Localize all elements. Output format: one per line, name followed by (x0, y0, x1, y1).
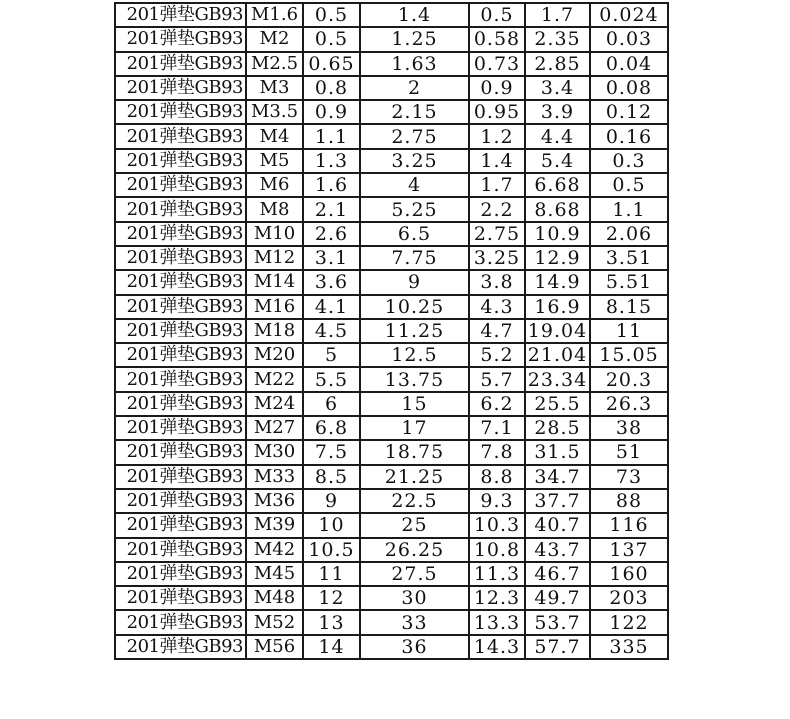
product-name-cell: 201弹垫GB93 (115, 246, 246, 270)
value-d-cell: 25.5 (525, 392, 590, 416)
value-d-cell: 37.7 (525, 489, 590, 513)
product-name-cell: 201弹垫GB93 (115, 295, 246, 319)
spec-cell: M39 (246, 513, 303, 537)
weight-cell: 116 (590, 513, 668, 537)
value-b-cell: 27.5 (360, 562, 469, 586)
spec-cell: M20 (246, 343, 303, 367)
value-c-cell: 14.3 (469, 635, 525, 659)
spec-cell: M16 (246, 295, 303, 319)
weight-cell: 160 (590, 562, 668, 586)
thickness-cell: 5 (303, 343, 360, 367)
thickness-cell: 3.6 (303, 270, 360, 294)
value-c-cell: 9.3 (469, 489, 525, 513)
product-name-cell: 201弹垫GB93 (115, 343, 246, 367)
thickness-cell: 0.8 (303, 76, 360, 100)
spec-cell: M24 (246, 392, 303, 416)
product-name-cell: 201弹垫GB93 (115, 489, 246, 513)
table-row (115, 52, 668, 76)
thickness-cell: 2.6 (303, 222, 360, 246)
weight-cell: 335 (590, 635, 668, 659)
thickness-cell: 8.5 (303, 465, 360, 489)
spec-cell: M42 (246, 538, 303, 562)
value-c-cell: 5.7 (469, 367, 525, 391)
value-b-cell: 1.25 (360, 27, 469, 51)
table-row (115, 124, 668, 148)
value-b-cell: 15 (360, 392, 469, 416)
weight-cell: 0.024 (590, 3, 668, 27)
value-b-cell: 1.4 (360, 3, 469, 27)
thickness-cell: 9 (303, 489, 360, 513)
value-b-cell: 25 (360, 513, 469, 537)
value-c-cell: 2.75 (469, 222, 525, 246)
value-c-cell: 8.8 (469, 465, 525, 489)
value-b-cell: 17 (360, 416, 469, 440)
value-c-cell: 0.73 (469, 52, 525, 76)
value-d-cell: 19.04 (525, 319, 590, 343)
weight-cell: 0.12 (590, 100, 668, 124)
weight-cell: 73 (590, 465, 668, 489)
product-name-cell: 201弹垫GB93 (115, 635, 246, 659)
value-c-cell: 7.8 (469, 440, 525, 464)
thickness-cell: 13 (303, 610, 360, 634)
thickness-cell: 0.9 (303, 100, 360, 124)
value-c-cell: 0.58 (469, 27, 525, 51)
value-b-cell: 33 (360, 610, 469, 634)
thickness-cell: 7.5 (303, 440, 360, 464)
thickness-cell: 1.3 (303, 149, 360, 173)
value-b-cell: 1.63 (360, 52, 469, 76)
value-d-cell: 21.04 (525, 343, 590, 367)
value-d-cell: 49.7 (525, 586, 590, 610)
weight-cell: 1.1 (590, 197, 668, 221)
value-d-cell: 28.5 (525, 416, 590, 440)
thickness-cell: 4.1 (303, 295, 360, 319)
value-b-cell: 10.25 (360, 295, 469, 319)
spec-cell: M10 (246, 222, 303, 246)
weight-cell: 2.06 (590, 222, 668, 246)
value-c-cell: 1.2 (469, 124, 525, 148)
product-name-cell: 201弹垫GB93 (115, 197, 246, 221)
table-row (115, 416, 668, 440)
product-name-cell: 201弹垫GB93 (115, 124, 246, 148)
value-b-cell: 22.5 (360, 489, 469, 513)
value-c-cell: 1.4 (469, 149, 525, 173)
weight-cell: 26.3 (590, 392, 668, 416)
value-d-cell: 1.7 (525, 3, 590, 27)
value-b-cell: 2.15 (360, 100, 469, 124)
value-d-cell: 2.85 (525, 52, 590, 76)
thickness-cell: 11 (303, 562, 360, 586)
value-b-cell: 11.25 (360, 319, 469, 343)
value-c-cell: 12.3 (469, 586, 525, 610)
value-b-cell: 18.75 (360, 440, 469, 464)
product-name-cell: 201弹垫GB93 (115, 100, 246, 124)
value-d-cell: 14.9 (525, 270, 590, 294)
table-row (115, 27, 668, 51)
spec-cell: M1.6 (246, 3, 303, 27)
value-b-cell: 5.25 (360, 197, 469, 221)
product-name-cell: 201弹垫GB93 (115, 52, 246, 76)
value-c-cell: 10.3 (469, 513, 525, 537)
value-d-cell: 43.7 (525, 538, 590, 562)
product-name-cell: 201弹垫GB93 (115, 173, 246, 197)
value-b-cell: 21.25 (360, 465, 469, 489)
weight-cell: 0.3 (590, 149, 668, 173)
value-d-cell: 3.4 (525, 76, 590, 100)
value-d-cell: 57.7 (525, 635, 590, 659)
value-b-cell: 12.5 (360, 343, 469, 367)
product-name-cell: 201弹垫GB93 (115, 3, 246, 27)
spec-cell: M6 (246, 173, 303, 197)
weight-cell: 11 (590, 319, 668, 343)
table-row (115, 319, 668, 343)
value-d-cell: 31.5 (525, 440, 590, 464)
weight-cell: 3.51 (590, 246, 668, 270)
value-b-cell: 30 (360, 586, 469, 610)
thickness-cell: 6.8 (303, 416, 360, 440)
spec-cell: M8 (246, 197, 303, 221)
value-c-cell: 11.3 (469, 562, 525, 586)
value-c-cell: 4.3 (469, 295, 525, 319)
table-row (115, 270, 668, 294)
spec-cell: M18 (246, 319, 303, 343)
thickness-cell: 4.5 (303, 319, 360, 343)
weight-cell: 38 (590, 416, 668, 440)
product-name-cell: 201弹垫GB93 (115, 222, 246, 246)
product-name-cell: 201弹垫GB93 (115, 538, 246, 562)
thickness-cell: 0.65 (303, 52, 360, 76)
spec-cell: M5 (246, 149, 303, 173)
value-d-cell: 53.7 (525, 610, 590, 634)
table-row (115, 3, 668, 27)
table-row (115, 295, 668, 319)
thickness-cell: 14 (303, 635, 360, 659)
table-body (115, 3, 668, 659)
thickness-cell: 0.5 (303, 3, 360, 27)
spec-cell: M3.5 (246, 100, 303, 124)
product-name-cell: 201弹垫GB93 (115, 367, 246, 391)
table-row (115, 100, 668, 124)
weight-cell: 15.05 (590, 343, 668, 367)
value-d-cell: 34.7 (525, 465, 590, 489)
table-row (115, 610, 668, 634)
product-name-cell: 201弹垫GB93 (115, 610, 246, 634)
value-d-cell: 6.68 (525, 173, 590, 197)
value-c-cell: 6.2 (469, 392, 525, 416)
table-row (115, 392, 668, 416)
product-name-cell: 201弹垫GB93 (115, 149, 246, 173)
spec-cell: M45 (246, 562, 303, 586)
table-row (115, 173, 668, 197)
weight-cell: 88 (590, 489, 668, 513)
weight-cell: 0.04 (590, 52, 668, 76)
weight-cell: 0.16 (590, 124, 668, 148)
value-c-cell: 5.2 (469, 343, 525, 367)
value-d-cell: 8.68 (525, 197, 590, 221)
value-b-cell: 2.75 (360, 124, 469, 148)
weight-cell: 51 (590, 440, 668, 464)
spec-cell: M2.5 (246, 52, 303, 76)
value-c-cell: 3.25 (469, 246, 525, 270)
table-row (115, 586, 668, 610)
value-b-cell: 2 (360, 76, 469, 100)
table-row (115, 76, 668, 100)
value-d-cell: 23.34 (525, 367, 590, 391)
weight-cell: 20.3 (590, 367, 668, 391)
thickness-cell: 6 (303, 392, 360, 416)
product-name-cell: 201弹垫GB93 (115, 586, 246, 610)
product-name-cell: 201弹垫GB93 (115, 513, 246, 537)
value-d-cell: 40.7 (525, 513, 590, 537)
value-c-cell: 0.9 (469, 76, 525, 100)
thickness-cell: 3.1 (303, 246, 360, 270)
product-name-cell: 201弹垫GB93 (115, 465, 246, 489)
value-b-cell: 9 (360, 270, 469, 294)
washer-spec-table (114, 2, 669, 660)
value-c-cell: 0.95 (469, 100, 525, 124)
value-c-cell: 7.1 (469, 416, 525, 440)
table-row (115, 513, 668, 537)
product-name-cell: 201弹垫GB93 (115, 27, 246, 51)
spec-cell: M48 (246, 586, 303, 610)
table-row (115, 246, 668, 270)
table-row (115, 440, 668, 464)
spec-cell: M14 (246, 270, 303, 294)
spec-cell: M52 (246, 610, 303, 634)
table-row (115, 222, 668, 246)
product-name-cell: 201弹垫GB93 (115, 270, 246, 294)
spec-cell: M4 (246, 124, 303, 148)
table-row (115, 149, 668, 173)
thickness-cell: 1.6 (303, 173, 360, 197)
value-d-cell: 4.4 (525, 124, 590, 148)
weight-cell: 0.03 (590, 27, 668, 51)
thickness-cell: 2.1 (303, 197, 360, 221)
spec-cell: M3 (246, 76, 303, 100)
value-d-cell: 5.4 (525, 149, 590, 173)
weight-cell: 203 (590, 586, 668, 610)
thickness-cell: 10.5 (303, 538, 360, 562)
value-b-cell: 3.25 (360, 149, 469, 173)
spec-cell: M56 (246, 635, 303, 659)
spec-cell: M12 (246, 246, 303, 270)
weight-cell: 5.51 (590, 270, 668, 294)
spec-cell: M30 (246, 440, 303, 464)
value-d-cell: 2.35 (525, 27, 590, 51)
table-row (115, 367, 668, 391)
weight-cell: 0.08 (590, 76, 668, 100)
spec-cell: M27 (246, 416, 303, 440)
value-b-cell: 26.25 (360, 538, 469, 562)
product-name-cell: 201弹垫GB93 (115, 392, 246, 416)
value-b-cell: 7.75 (360, 246, 469, 270)
table-row (115, 489, 668, 513)
product-name-cell: 201弹垫GB93 (115, 76, 246, 100)
product-name-cell: 201弹垫GB93 (115, 416, 246, 440)
table-row (115, 562, 668, 586)
table-row (115, 635, 668, 659)
weight-cell: 137 (590, 538, 668, 562)
value-b-cell: 4 (360, 173, 469, 197)
value-b-cell: 36 (360, 635, 469, 659)
table-row (115, 538, 668, 562)
weight-cell: 8.15 (590, 295, 668, 319)
value-c-cell: 3.8 (469, 270, 525, 294)
table-row (115, 197, 668, 221)
weight-cell: 122 (590, 610, 668, 634)
product-name-cell: 201弹垫GB93 (115, 319, 246, 343)
spec-cell: M33 (246, 465, 303, 489)
spec-cell: M36 (246, 489, 303, 513)
table-row (115, 465, 668, 489)
value-d-cell: 46.7 (525, 562, 590, 586)
value-c-cell: 1.7 (469, 173, 525, 197)
thickness-cell: 12 (303, 586, 360, 610)
value-d-cell: 16.9 (525, 295, 590, 319)
thickness-cell: 10 (303, 513, 360, 537)
value-d-cell: 10.9 (525, 222, 590, 246)
value-c-cell: 0.5 (469, 3, 525, 27)
spec-cell: M2 (246, 27, 303, 51)
weight-cell: 0.5 (590, 173, 668, 197)
value-c-cell: 10.8 (469, 538, 525, 562)
thickness-cell: 5.5 (303, 367, 360, 391)
thickness-cell: 0.5 (303, 27, 360, 51)
product-name-cell: 201弹垫GB93 (115, 440, 246, 464)
spec-cell: M22 (246, 367, 303, 391)
product-name-cell: 201弹垫GB93 (115, 562, 246, 586)
value-d-cell: 3.9 (525, 100, 590, 124)
table-row (115, 343, 668, 367)
thickness-cell: 1.1 (303, 124, 360, 148)
value-c-cell: 13.3 (469, 610, 525, 634)
value-d-cell: 12.9 (525, 246, 590, 270)
value-b-cell: 6.5 (360, 222, 469, 246)
value-c-cell: 4.7 (469, 319, 525, 343)
value-c-cell: 2.2 (469, 197, 525, 221)
value-b-cell: 13.75 (360, 367, 469, 391)
